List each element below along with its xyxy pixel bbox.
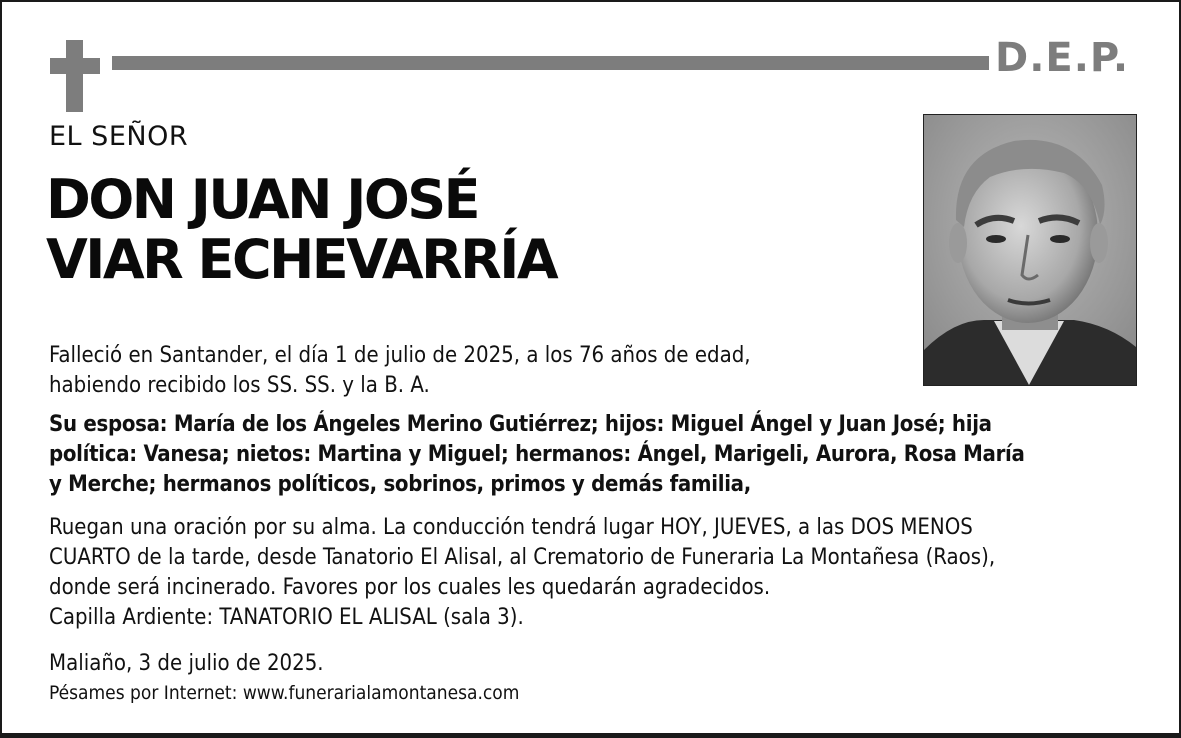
text-line: Su esposa: María de los Ángeles Merino Gutiérrez; hijos: Miguel Ángel y Juan José; hija (49, 412, 992, 437)
text-line: donde será incinerado. Favores por los cuales les quedarán agradecidos. (49, 575, 771, 600)
ceremony-details (49, 513, 995, 633)
portrait-photo (923, 114, 1137, 386)
text-line: habiendo recibido los SS. SS. y la B. A. (49, 373, 430, 398)
header-rule (112, 56, 989, 70)
deceased-name (46, 170, 556, 290)
cross-icon (50, 40, 100, 112)
place-date: Maliaño, 3 de julio de 2025. (49, 651, 324, 676)
text-line: Falleció en Santander, el día 1 de julio de 2025, a los 76 años de edad, (49, 343, 751, 368)
text-line: CUARTO de la tarde, desde Tanatorio El Alisal, al Crematorio de Funeraria La Montañesa (Raos), (49, 545, 996, 570)
dep-label: D.E.P. (995, 35, 1130, 81)
text-line: Capilla Ardiente: TANATORIO EL ALISAL (sala 3). (49, 605, 524, 630)
text-line: y Merche; hermanos políticos, sobrinos, primos y demás familia, (49, 472, 751, 497)
name-line: VIAR ECHEVARRÍA (46, 228, 557, 291)
family-list (49, 410, 1025, 500)
death-notice (49, 341, 751, 401)
intro-label: EL SEÑOR (49, 121, 189, 152)
condolences-link: Pésames por Internet: www.funerarialamontanesa.com (49, 682, 520, 704)
name-line: DON JUAN JOSÉ (46, 168, 479, 231)
text-line: Ruegan una oración por su alma. La conducción tendrá lugar HOY, JUEVES, a las DOS MENOS (49, 515, 973, 540)
text-line: política: Vanesa; nietos: Martina y Miguel; hermanos: Ángel, Marigeli, Aurora, Rosa María (49, 442, 1025, 467)
